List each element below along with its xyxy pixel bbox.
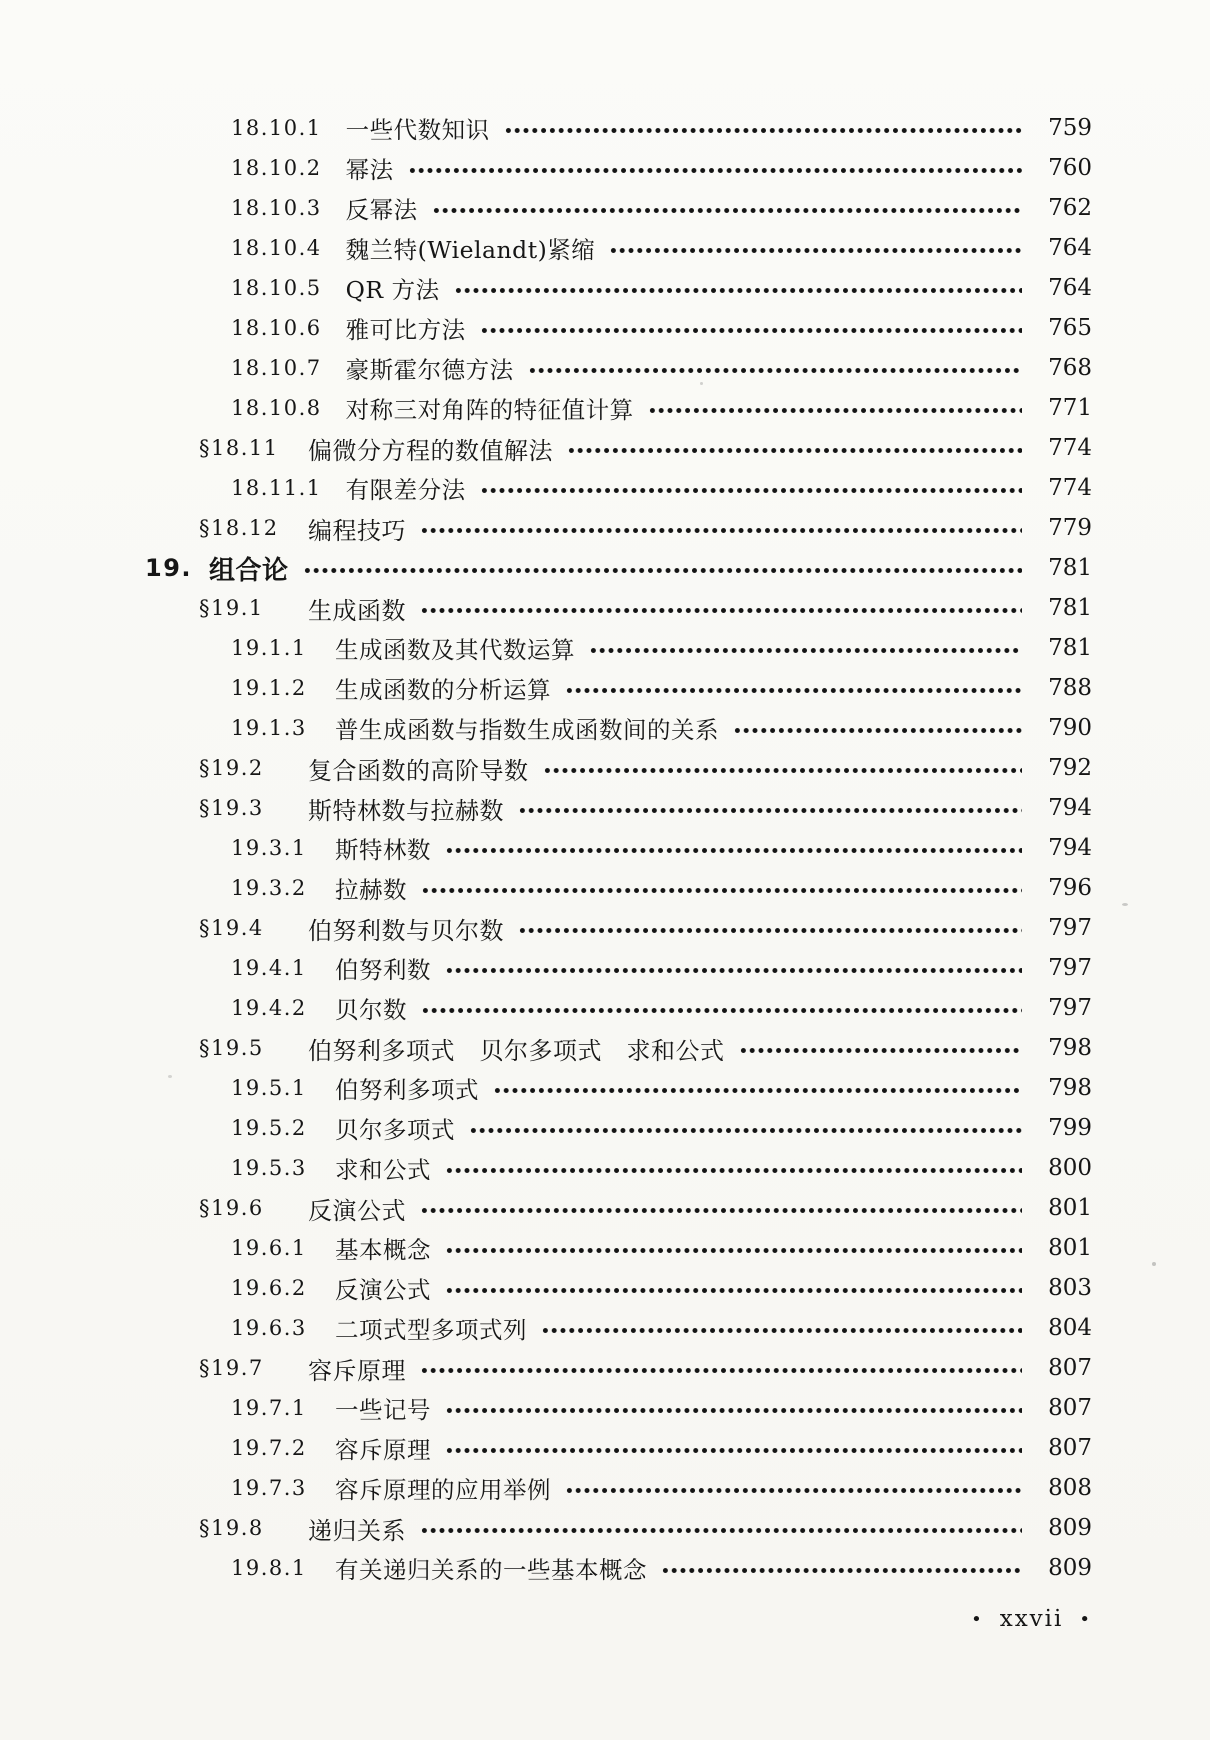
entry-page-number: 808	[1048, 1475, 1092, 1501]
entry-number: 19.8.1	[231, 1556, 307, 1580]
toc-entry	[145, 1548, 1092, 1588]
entry-page-number: 803	[1048, 1275, 1092, 1301]
dot-leader-icon	[445, 1148, 1022, 1188]
entry-number: 18.10.1	[231, 116, 322, 140]
page-footer	[971, 1606, 1092, 1632]
entry-number: 18.10.2	[231, 156, 322, 180]
entry-page-number: 774	[1048, 475, 1092, 501]
entry-title: 对称三对角阵的特征值计算	[345, 396, 634, 424]
footer-page-number: xxvii	[999, 1606, 1064, 1632]
dot-leader-icon	[469, 1108, 1022, 1148]
entry-number: 19.5.3	[231, 1156, 307, 1180]
entry-number: 19.3.2	[231, 876, 307, 900]
entry-number: 19.6.1	[231, 1236, 307, 1260]
dot-leader-icon	[420, 588, 1022, 628]
dot-leader-icon	[445, 1428, 1022, 1468]
entry-title: 贝尔多项式	[335, 1116, 455, 1144]
entry-number: 19.4.2	[231, 996, 307, 1020]
entry-page-number: 794	[1048, 795, 1092, 821]
toc-entry	[145, 588, 1092, 628]
dot-leader-icon	[589, 628, 1022, 668]
entry-page-number: 796	[1048, 875, 1092, 901]
entry-page-number: 779	[1048, 515, 1092, 541]
entry-number: 18.11.1	[231, 476, 322, 500]
toc-entry	[145, 1228, 1092, 1268]
entry-number: 19.5.2	[231, 1116, 307, 1140]
entry-title: 伯努利数	[335, 956, 431, 984]
dot-leader-icon	[445, 1268, 1022, 1308]
entry-page-number: 798	[1048, 1075, 1092, 1101]
dot-leader-icon	[420, 1348, 1022, 1388]
entry-title: 容斥原理的应用举例	[335, 1476, 551, 1504]
entry-page-number: 788	[1048, 675, 1092, 701]
entry-number: 19.7.1	[231, 1396, 307, 1420]
toc-entry	[145, 388, 1092, 428]
dot-leader-icon	[541, 1308, 1022, 1348]
entry-number: 19.1.1	[231, 636, 307, 660]
scan-speck	[1152, 1262, 1156, 1266]
entry-number: 18.10.7	[231, 356, 322, 380]
entry-page-number: 781	[1048, 635, 1092, 661]
entry-title: 魏兰特(Wielandt)紧缩	[345, 236, 596, 264]
entry-number: §19.3	[199, 796, 264, 820]
dot-leader-icon	[528, 348, 1022, 388]
entry-number: §18.12	[199, 516, 279, 540]
scan-speck	[1122, 903, 1128, 906]
entry-number: 19.1.2	[231, 676, 307, 700]
entry-page-number: 794	[1048, 835, 1092, 861]
entry-page-number: 762	[1048, 195, 1092, 221]
scan-speck	[168, 1075, 172, 1078]
entry-title: 斯特林数	[335, 836, 431, 864]
entry-number: 19.7.3	[231, 1476, 307, 1500]
toc-entry	[145, 1388, 1092, 1428]
entry-page-number: 760	[1048, 155, 1092, 181]
toc-entry	[145, 668, 1092, 708]
entry-title: 复合函数的高阶导数	[308, 756, 529, 785]
entry-page-number: 797	[1048, 915, 1092, 941]
dot-leader-icon	[454, 268, 1022, 308]
toc-entry	[145, 1508, 1092, 1548]
entry-number: 18.10.4	[231, 236, 322, 260]
dot-leader-icon	[480, 468, 1022, 508]
entry-page-number: 765	[1048, 315, 1092, 341]
entry-page-number: 804	[1048, 1315, 1092, 1341]
entry-title: 生成函数的分析运算	[335, 676, 551, 704]
toc-entry	[145, 1068, 1092, 1108]
entry-number: §19.2	[199, 756, 264, 780]
toc-entry	[145, 468, 1092, 508]
entry-number: §19.7	[199, 1356, 264, 1380]
dot-leader-icon	[421, 868, 1022, 908]
dot-leader-icon	[567, 428, 1022, 468]
toc-entry	[145, 1188, 1092, 1228]
toc-entry	[145, 108, 1092, 148]
entry-title: 幂法	[345, 156, 394, 184]
entry-title: 二项式型多项式列	[335, 1316, 527, 1344]
entry-title: 反演公式	[335, 1276, 431, 1304]
entry-title: 递归关系	[308, 1516, 406, 1545]
entry-page-number: 807	[1048, 1435, 1092, 1461]
entry-title: 雅可比方法	[345, 316, 466, 344]
entry-title: 伯努利多项式 贝尔多项式 求和公式	[308, 1036, 725, 1065]
entry-title: 拉赫数	[335, 876, 407, 904]
entry-title: 编程技巧	[308, 516, 406, 545]
entry-page-number: 801	[1048, 1235, 1092, 1261]
dot-leader-icon	[420, 508, 1022, 548]
dot-leader-icon	[445, 828, 1022, 868]
dot-leader-icon	[420, 1188, 1022, 1228]
toc-entry	[145, 1108, 1092, 1148]
footer-left-bullet-icon: •	[971, 1608, 984, 1630]
dot-leader-icon	[661, 1548, 1022, 1588]
entry-number: 19.7.2	[231, 1436, 307, 1460]
toc-entry	[145, 788, 1092, 828]
entry-number: 19.1.3	[231, 716, 307, 740]
dot-leader-icon	[421, 988, 1022, 1028]
toc-entry	[145, 428, 1092, 468]
entry-number: 19.4.1	[231, 956, 307, 980]
entry-number: §19.5	[199, 1036, 264, 1060]
entry-title: 豪斯霍尔德方法	[345, 356, 514, 384]
entry-title: 偏微分方程的数值解法	[308, 436, 553, 465]
entry-title: 斯特林数与拉赫数	[308, 796, 504, 825]
entry-title: 生成函数	[308, 596, 406, 625]
toc-entry	[145, 148, 1092, 188]
dot-leader-icon	[445, 1228, 1022, 1268]
entry-page-number: 809	[1048, 1515, 1092, 1541]
dot-leader-icon	[408, 148, 1022, 188]
toc-entry	[145, 748, 1092, 788]
entry-page-number: 798	[1048, 1035, 1092, 1061]
entry-title: 贝尔数	[335, 996, 407, 1024]
toc-entry	[145, 268, 1092, 308]
dot-leader-icon	[518, 908, 1022, 948]
toc-entry	[145, 868, 1092, 908]
dot-leader-icon	[504, 108, 1022, 148]
toc-entry	[145, 1308, 1092, 1348]
toc-entry	[145, 628, 1092, 668]
dot-leader-icon	[493, 1068, 1022, 1108]
entry-page-number: 764	[1048, 275, 1092, 301]
entry-page-number: 759	[1048, 115, 1092, 141]
entry-title: 伯努利多项式	[335, 1076, 479, 1104]
entry-number: 18.10.6	[231, 316, 322, 340]
entry-number: §19.4	[199, 916, 264, 940]
entry-number: §19.6	[199, 1196, 264, 1220]
entry-number: 18.10.5	[231, 276, 322, 300]
entry-title: 伯努利数与贝尔数	[308, 916, 504, 945]
dot-leader-icon	[432, 188, 1022, 228]
toc-entry	[145, 1028, 1092, 1068]
toc-entry	[145, 708, 1092, 748]
toc-entry	[145, 548, 1092, 588]
toc-entry	[145, 1468, 1092, 1508]
entry-page-number: 800	[1048, 1155, 1092, 1181]
toc-entry	[145, 1428, 1092, 1468]
dot-leader-icon	[739, 1028, 1023, 1068]
toc-entry	[145, 908, 1092, 948]
entry-title: 有限差分法	[345, 476, 466, 504]
entry-page-number: 792	[1048, 755, 1092, 781]
dot-leader-icon	[733, 708, 1022, 748]
entry-title: 一些记号	[335, 1396, 431, 1424]
dot-leader-icon	[420, 1508, 1022, 1548]
entry-page-number: 781	[1048, 555, 1092, 581]
toc-entry	[145, 508, 1092, 548]
entry-number: §18.11	[199, 436, 279, 460]
entry-page-number: 790	[1048, 715, 1092, 741]
toc-entry	[145, 948, 1092, 988]
entry-title: 一些代数知识	[345, 116, 490, 144]
toc-list	[145, 108, 1092, 1588]
entry-title: 有关递归关系的一些基本概念	[335, 1556, 647, 1584]
entry-page-number: 807	[1048, 1355, 1092, 1381]
entry-title: 容斥原理	[308, 1356, 406, 1385]
footer-right-bullet-icon: •	[1079, 1608, 1092, 1630]
entry-title: 生成函数及其代数运算	[335, 636, 575, 664]
entry-title: 求和公式	[335, 1156, 431, 1184]
scan-speck	[700, 382, 703, 385]
dot-leader-icon	[565, 668, 1022, 708]
toc-entry	[145, 228, 1092, 268]
dot-leader-icon	[648, 388, 1022, 428]
entry-page-number: 799	[1048, 1115, 1092, 1141]
toc-entry	[145, 988, 1092, 1028]
toc-entry	[145, 828, 1092, 868]
toc-entry	[145, 1348, 1092, 1388]
entry-number: 19.5.1	[231, 1076, 307, 1100]
entry-title: 基本概念	[335, 1236, 431, 1264]
dot-leader-icon	[303, 548, 1022, 588]
entry-number: 18.10.8	[231, 396, 322, 420]
dot-leader-icon	[518, 788, 1022, 828]
dot-leader-icon	[609, 228, 1022, 268]
entry-number: 19.6.3	[231, 1316, 307, 1340]
entry-title: QR 方法	[345, 276, 440, 304]
entry-number: 18.10.3	[231, 196, 322, 220]
toc-entry	[145, 188, 1092, 228]
toc-entry	[145, 1268, 1092, 1308]
entry-number: §19.1	[199, 596, 264, 620]
toc-entry	[145, 308, 1092, 348]
entry-page-number: 768	[1048, 355, 1092, 381]
entry-title: 容斥原理	[335, 1436, 431, 1464]
entry-title: 组合论	[209, 555, 289, 586]
entry-number: 19.	[145, 554, 193, 582]
dot-leader-icon	[480, 308, 1022, 348]
entry-number: 19.3.1	[231, 836, 307, 860]
entry-title: 反幂法	[345, 196, 418, 224]
entry-page-number: 801	[1048, 1195, 1092, 1221]
toc-entry	[145, 1148, 1092, 1188]
entry-title: 反演公式	[308, 1196, 406, 1225]
toc-entry	[145, 348, 1092, 388]
entry-page-number: 781	[1048, 595, 1092, 621]
entry-number: 19.6.2	[231, 1276, 307, 1300]
entry-page-number: 809	[1048, 1555, 1092, 1581]
dot-leader-icon	[543, 748, 1023, 788]
entry-page-number: 797	[1048, 995, 1092, 1021]
entry-number: §19.8	[199, 1516, 264, 1540]
entry-page-number: 764	[1048, 235, 1092, 261]
entry-page-number: 774	[1048, 435, 1092, 461]
dot-leader-icon	[565, 1468, 1022, 1508]
entry-title: 普生成函数与指数生成函数间的关系	[335, 716, 719, 744]
dot-leader-icon	[445, 1388, 1022, 1428]
dot-leader-icon	[445, 948, 1022, 988]
entry-page-number: 807	[1048, 1395, 1092, 1421]
entry-page-number: 797	[1048, 955, 1092, 981]
entry-page-number: 771	[1048, 395, 1092, 421]
